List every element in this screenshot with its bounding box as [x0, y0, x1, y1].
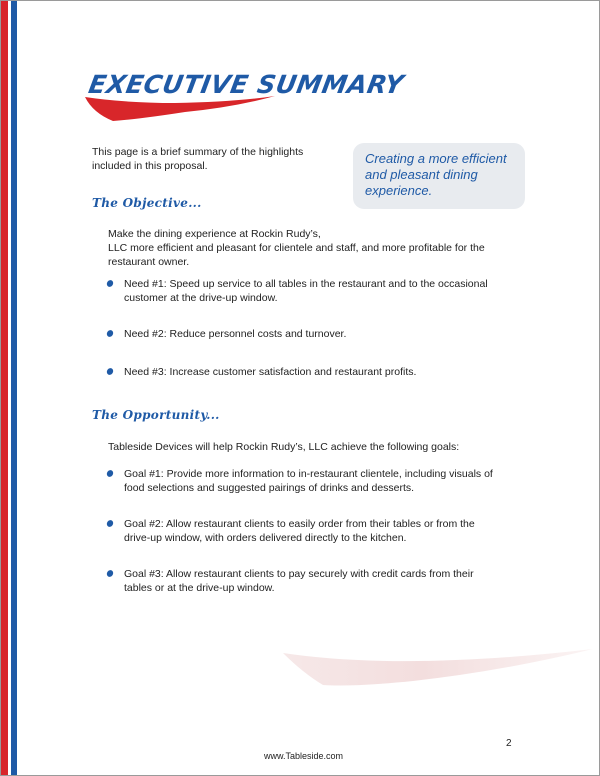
bullet-icon [106, 329, 115, 338]
need-item [106, 277, 526, 327]
need-item [106, 327, 526, 365]
opportunity-heading: The Opportunity... [92, 408, 220, 422]
left-red-stripe [1, 1, 8, 775]
callout-box [353, 143, 525, 209]
goal-text: Goal #3: Allow restaurant clients to pay securely with credit cards from their [124, 568, 474, 580]
intro-text [92, 145, 332, 173]
bullet-icon [106, 569, 115, 578]
need-text: Need #3: Increase customer satisfaction and restaurant profits. [124, 366, 417, 378]
need-item [106, 365, 526, 379]
goal-text: drive-up window, with orders delivered directly to the kitchen. [124, 532, 407, 544]
goal-text: food selections and suggested pairings of drinks and desserts. [124, 482, 415, 494]
goals-list [106, 467, 526, 595]
goal-text: Goal #1: Provide more information to in-restaurant clientele, including visuals of [124, 468, 493, 480]
bullet-icon [106, 279, 115, 288]
callout-line: and pleasant dining [365, 167, 478, 182]
need-text: Need #1: Speed up service to all tables in the restaurant and to the occasional [124, 278, 488, 290]
paragraph-line: restaurant owner. [108, 256, 190, 268]
intro-line: included in this proposal. [92, 160, 208, 172]
need-text: Need #2: Reduce personnel costs and turnover. [124, 328, 347, 340]
callout-line: experience. [365, 183, 433, 198]
paragraph-line: Make the dining experience at Rockin Rudy’s, [108, 228, 321, 240]
objective-heading: The Objective... [92, 196, 202, 210]
goal-text: tables or at the drive-up window. [124, 582, 275, 594]
left-blue-stripe [11, 1, 17, 775]
goal-text: Goal #2: Allow restaurant clients to easily order from their tables or from the [124, 518, 475, 530]
bullet-icon [106, 469, 115, 478]
intro-line: This page is a brief summary of the highlights [92, 146, 304, 158]
footer-url: www.Tableside.com [264, 751, 344, 761]
bullet-icon [106, 519, 115, 528]
title-swoosh-graphic [85, 95, 275, 121]
opportunity-paragraph: Tableside Devices will help Rockin Rudy’s, LLC achieve the following goals: [108, 441, 460, 453]
footer-swoosh-graphic [283, 649, 593, 687]
goal-item [106, 517, 526, 567]
goal-item [106, 467, 526, 517]
objective-paragraph [108, 227, 518, 269]
callout-line: Creating a more efficient [365, 151, 507, 166]
page-title: EXECUTIVE SUMMARY [86, 70, 407, 99]
paragraph-line: LLC more efficient and pleasant for clientele and staff, and more profitable for the [108, 242, 485, 254]
needs-list [106, 277, 526, 379]
bullet-icon [106, 367, 115, 376]
goal-item [106, 567, 526, 595]
need-text: customer at the drive-up window. [124, 292, 278, 304]
page-number: 2 [506, 738, 512, 749]
